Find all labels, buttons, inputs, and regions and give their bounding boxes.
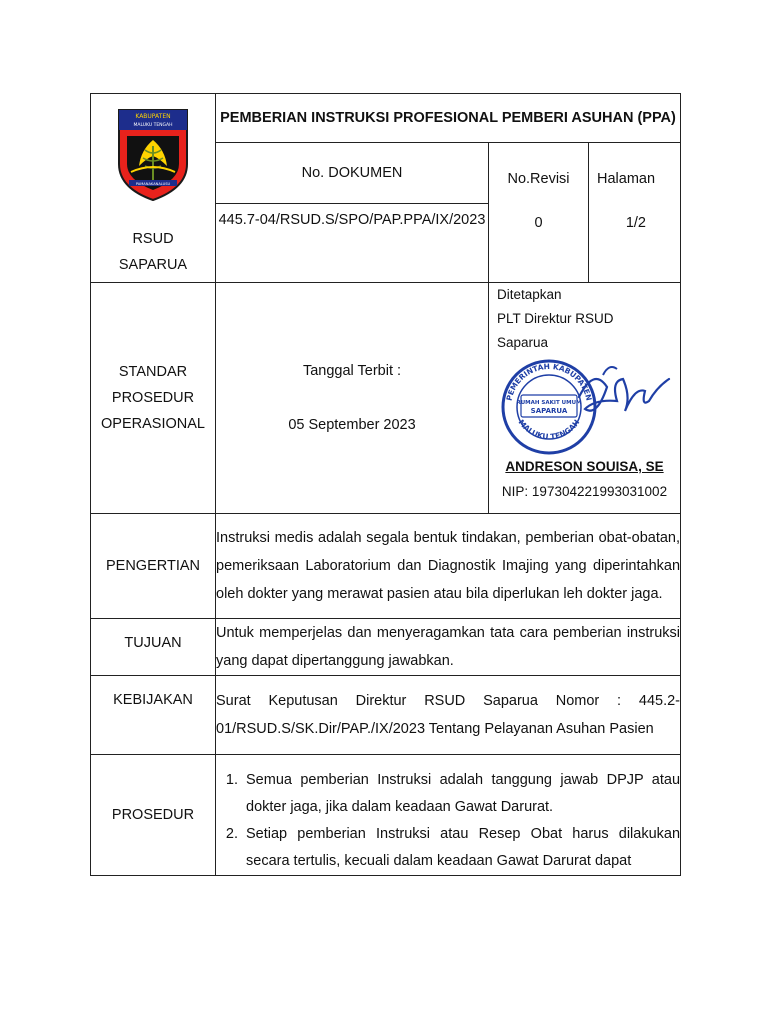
regency-coat-of-arms-icon [115, 106, 191, 202]
halaman-label: Halaman [597, 171, 656, 187]
svg-text:PEMERINTAH KABUPATEN: PEMERINTAH KABUPATEN [504, 361, 594, 402]
kebijakan-label: KEBIJAKAN [91, 676, 216, 755]
prosedur-label: PROSEDUR [91, 755, 216, 876]
ditetapkan-cell [489, 283, 681, 514]
no-dokumen-label: No. DOKUMEN [216, 143, 489, 204]
no-revisi-cell [489, 143, 589, 283]
official-stamp-signature-icon [499, 357, 674, 457]
tanggal-terbit-value: 05 September 2023 [288, 417, 416, 433]
pengertian-label: PENGERTIAN [91, 514, 216, 619]
hospital-logo-cell [91, 94, 216, 283]
no-dokumen-value: 445.7-04/RSUD.S/SPO/PAP.PPA/IX/2023 [216, 204, 489, 283]
svg-text:SAPARUA: SAPARUA [530, 407, 568, 415]
no-revisi-label: No.Revisi [507, 171, 570, 187]
tanggal-terbit-label: Tanggal Terbit : [302, 363, 402, 379]
pengertian-text: Instruksi medis adalah segala bentuk tindakan, pemberian obat-obatan, pemeriksaan Laboratorium dan Diagnostik Imajing yang diperintahkan oleh dokter yang merawat pasien atau bila diperlukan leh dokter jaga. [216, 514, 681, 619]
ditetapkan-text: Ditetapkan PLT Direktur RSUD Saparua [497, 287, 614, 350]
kebijakan-text: Surat Keputusan Direktur RSUD Saparua Nomor : 445.2-01/RSUD.S/SK.Dir/PAP./IX/2023 Tentang Pelayanan Asuhan Pasien [216, 676, 681, 755]
halaman-value: 1/2 [625, 215, 647, 231]
prosedur-item: 2. Setiap pemberian Instruksi atau Resep Obat harus dilakukan secara tertulis, kecuali dalam keadaan Gawat Darurat dapat [242, 821, 680, 875]
prosedur-list [216, 767, 680, 875]
document-title: PEMBERIAN INSTRUKSI PROFESIONAL PEMBERI ASUHAN (PPA) [216, 94, 681, 143]
svg-text:RUMAH SAKIT UMUM: RUMAH SAKIT UMUM [516, 400, 582, 406]
sop-label: STANDAR PROSEDUR OPERASIONAL [91, 283, 216, 514]
no-revisi-value: 0 [534, 215, 543, 231]
svg-text:MALUKU TENGAH: MALUKU TENGAH [516, 417, 582, 442]
tujuan-label: TUJUAN [91, 619, 216, 676]
signer-name: ANDRESON SOUISA, SE [505, 459, 664, 474]
tanggal-terbit-cell [216, 283, 489, 514]
svg-text:KABUPATEN: KABUPATEN [135, 113, 171, 120]
prosedur-item: 1. Semua pemberian Instruksi adalah tanggung jawab DPJP atau dokter jaga, jika dalam keadaan Gawat Darurat. [242, 767, 680, 821]
sop-document-table [90, 93, 681, 876]
prosedur-list-cell [216, 755, 681, 876]
svg-text:PAMANAKANALUSU: PAMANAKANALUSU [135, 182, 171, 186]
signer-nip: NIP: 197304221993031002 [501, 484, 668, 499]
svg-text:MALUKU TENGAH: MALUKU TENGAH [133, 123, 173, 128]
halaman-cell [589, 143, 681, 283]
hospital-name: RSUD SAPARUA [118, 231, 188, 273]
tujuan-text: Untuk memperjelas dan menyeragamkan tata cara pemberian instruksi yang dapat dipertanggung jawabkan. [216, 619, 681, 676]
